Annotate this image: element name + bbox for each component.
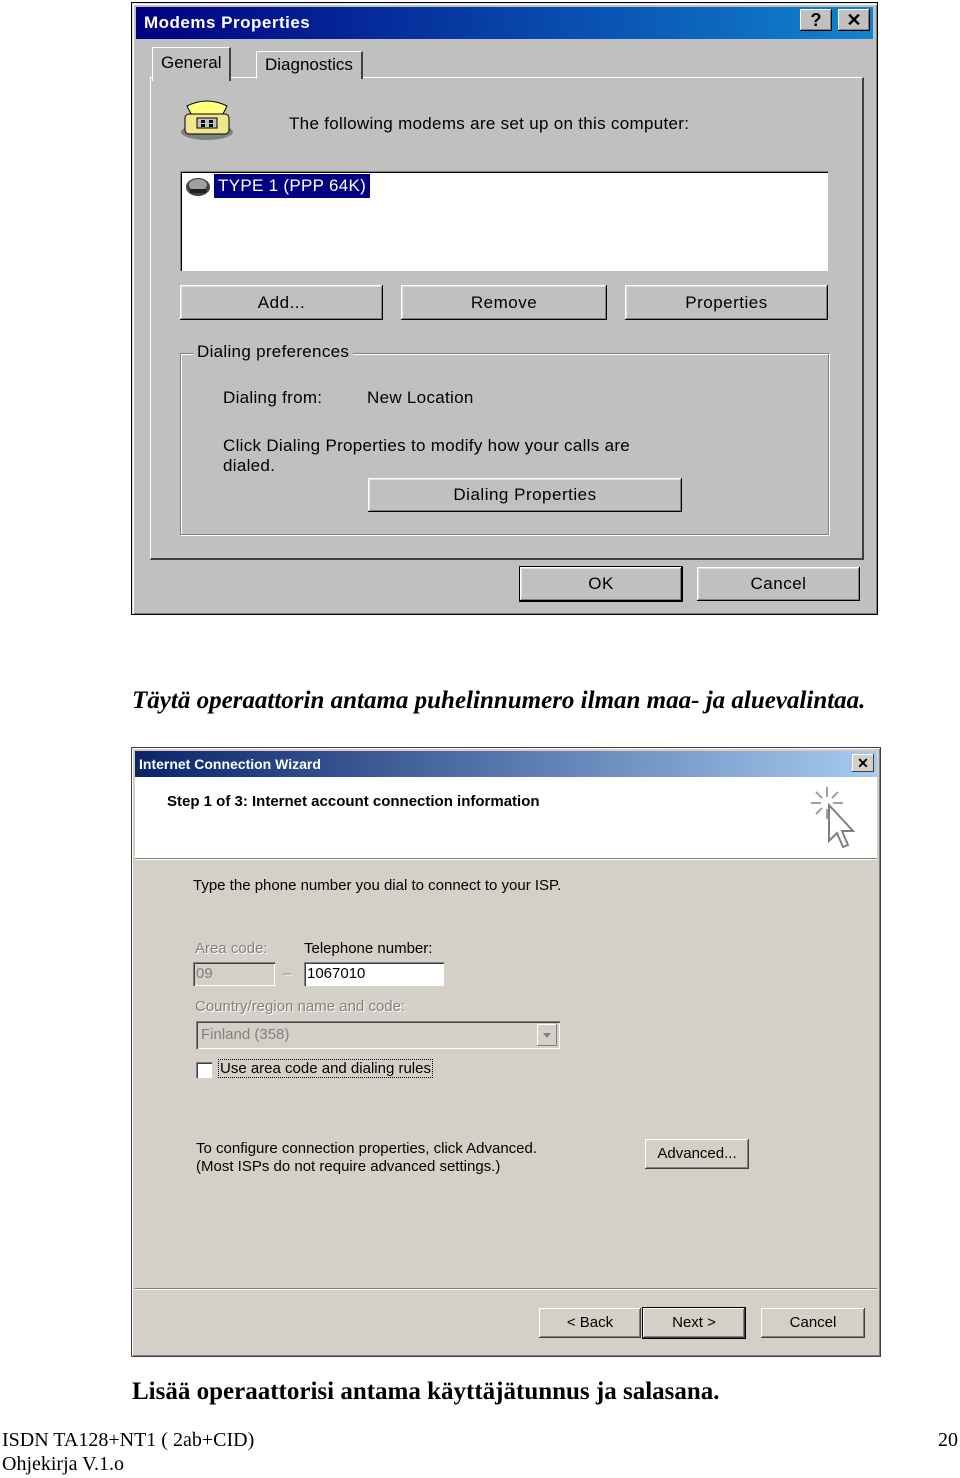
advanced-button[interactable]: Advanced... [645,1139,749,1169]
dialing-hint-line2: dialed. [223,456,276,475]
advanced-hint-line2: (Most ISPs do not require advanced settings.) [196,1158,501,1175]
remove-button[interactable]: Remove [401,285,607,320]
chevron-down-icon[interactable] [537,1024,557,1046]
dialing-preferences-group [180,342,829,535]
instruction-caption: Täytä operaattorin antama puhelinnumero ilman maa- ja aluevalintaa. [132,687,866,714]
wizard-cursor-icon [807,783,863,853]
dialing-properties-button[interactable]: Dialing Properties [368,478,682,512]
modems-properties-dialog [131,2,878,615]
dialing-preferences-label: Dialing preferences [193,342,353,362]
help-button[interactable]: ? [800,9,832,31]
close-button[interactable]: ✕ [838,9,870,31]
tab-general[interactable]: General [152,47,231,81]
dialing-hint-line1: Click Dialing Properties to modify how your calls are [223,436,631,455]
modem-list[interactable] [180,171,828,271]
advanced-hint-line1: To configure connection properties, click Advanced. [196,1140,538,1157]
area-code-label: Area code: [195,940,268,957]
area-code-field[interactable]: 09 [193,962,275,986]
telephone-number-label: Telephone number: [304,940,433,957]
modem-phone-icon [179,96,235,142]
wizard-header [135,777,877,859]
wizard-cancel-button[interactable]: Cancel [761,1308,865,1338]
tab-diagnostics[interactable]: Diagnostics [256,51,363,79]
internet-connection-wizard-dialog [131,747,881,1357]
wizard-title: Internet Connection Wizard [135,751,877,777]
wizard-close-button[interactable]: ✕ [852,754,874,772]
footer-doc-version: Ohjekirja V.1.o [2,1453,125,1475]
wizard-step-title: Step 1 of 3: Internet account connection information [167,793,540,810]
next-button[interactable]: Next > [643,1308,745,1338]
phone-instruction: Type the phone number you dial to connect to your ISP. [193,877,562,894]
add-button[interactable]: Add... [180,285,383,320]
credentials-caption: Lisää operaattorisi antama käyttäjätunnus ja salasana. [132,1378,720,1405]
footer-product: ISDN TA128+NT1 ( 2ab+CID) [2,1429,255,1451]
properties-button[interactable]: Properties [625,285,828,320]
page-number: 20 [938,1429,958,1451]
footer-separator [135,1288,877,1290]
modems-intro-text: The following modems are set up on this computer: [289,114,690,133]
dialing-from-label: Dialing from: [223,388,323,407]
dialing-from-value: New Location [367,388,474,407]
country-region-select[interactable] [196,1021,560,1049]
country-region-label: Country/region name and code: [195,998,406,1015]
area-code-dash: – [283,965,292,982]
cancel-button[interactable]: Cancel [697,567,860,601]
modem-device-icon [184,175,212,197]
modems-dialog-title: Modems Properties [136,7,873,39]
area-code-rules-checkbox[interactable] [196,1062,212,1078]
back-button[interactable]: < Back [539,1308,641,1338]
ok-button[interactable]: OK [520,567,682,601]
list-item[interactable]: TYPE 1 (PPP 64K) [214,174,370,198]
area-code-rules-label[interactable]: Use area code and dialing rules [220,1060,431,1077]
country-region-value: Finland (358) [201,1026,290,1043]
telephone-number-field[interactable]: 1067010 [304,962,444,986]
